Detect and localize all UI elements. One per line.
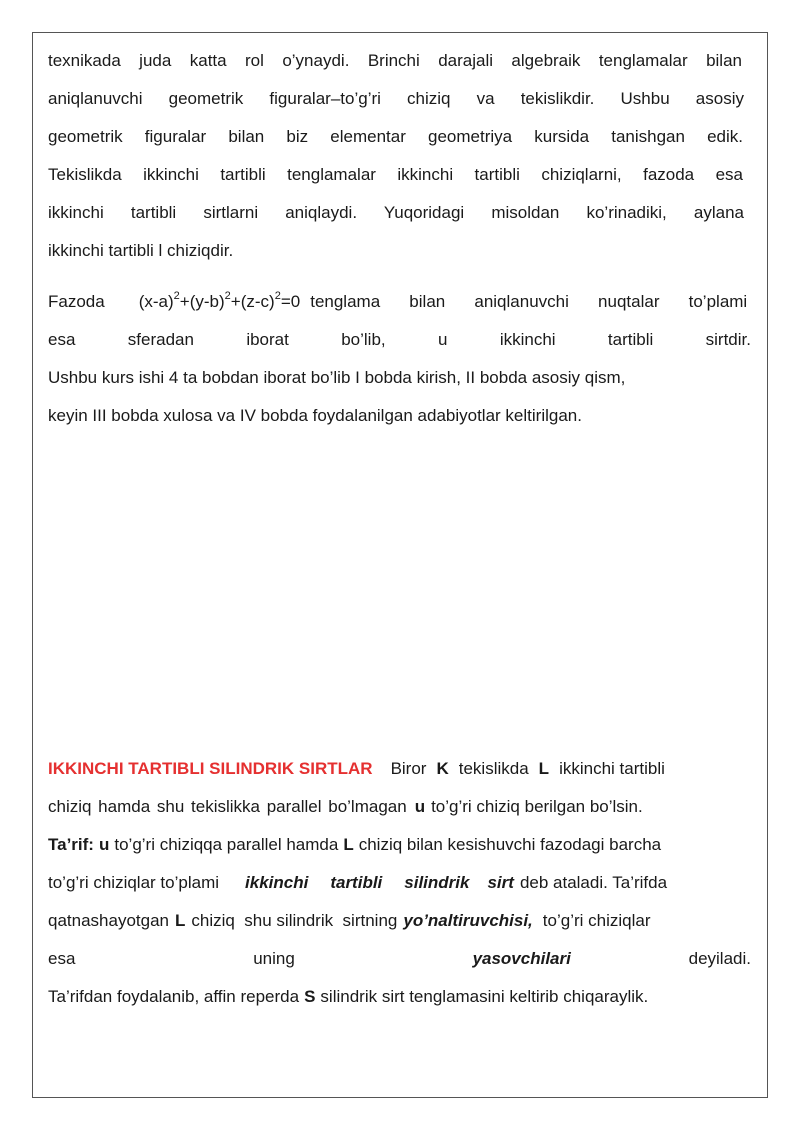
- line-text: Ushbu kurs ishi 4 ta bobdan iborat bo’lib I bobda kirish, II bobda asosiy qism,: [48, 368, 626, 387]
- term-word: silindrik: [404, 873, 470, 892]
- eq-exponent: 2: [274, 290, 281, 303]
- text-line: [48, 42, 751, 80]
- eq-exponent: 2: [224, 290, 231, 303]
- term-word: ikkinchi: [245, 873, 309, 892]
- line-text: tenglama bilan aniqlanuvchi nuqtalar to’plami: [310, 292, 748, 311]
- text-line: [48, 940, 751, 978]
- word: qatnashayotgan: [48, 911, 169, 930]
- term-word: sirt: [487, 873, 514, 892]
- text-line: [48, 397, 751, 435]
- line-text: Tekislikda ikkinchi tartibli tenglamalar ikkinchi tartibli chiziqlarni, fazoda esa: [48, 165, 743, 184]
- line-text: chiziq hamda shu tekislikka parallel bo’lmagan: [48, 797, 407, 816]
- line-text: Ta’rifdan foydalanib, affin reperda: [48, 987, 300, 1006]
- line-text: ikkinchi tartibli sirtlarni aniqlaydi. Yuqoridagi misoldan ko’rinadiki, aylana: [48, 203, 744, 222]
- eq-part: +(z-c): [230, 292, 275, 311]
- line-text: geometrik figuralar bilan biz elementar geometriya kursida tanishgan edik.: [48, 127, 743, 146]
- text-line: [48, 864, 751, 902]
- word: Biror: [390, 759, 427, 778]
- eq-exponent: 2: [173, 290, 180, 303]
- symbol-u: u: [98, 835, 110, 854]
- word: tartibli: [607, 330, 654, 349]
- line-text: to’g’ri chiziqlar: [542, 911, 651, 930]
- line-text: deb ataladi. Ta’rifda: [519, 873, 668, 892]
- line-text: aniqlanuvchi geometrik figuralar–to’g’ri chiziq va tekislikdir. Ushbu asosiy: [48, 89, 744, 108]
- term-generators: yasovchilari: [472, 949, 571, 968]
- word: uning: [253, 949, 295, 968]
- symbol-L: L: [538, 759, 550, 778]
- word: esa: [48, 949, 76, 968]
- section-heading: IKKINCHI TARTIBLI SILINDRIK SIRTLAR: [48, 759, 373, 778]
- text-line: [48, 321, 751, 359]
- word: bo’lib,: [341, 330, 386, 349]
- word: iborat: [246, 330, 289, 349]
- term-word: tartibli: [330, 873, 383, 892]
- symbol-K: K: [436, 759, 449, 778]
- text-line: [48, 750, 751, 788]
- paragraph-intro: [48, 42, 751, 270]
- line-text: texnikada juda katta rol o’ynaydi. Brinchi darajali algebraik tenglamalar bilan: [48, 51, 742, 70]
- term-directrix: yo’naltiruvchisi,: [403, 911, 533, 930]
- text-line: [48, 788, 751, 826]
- text-line: [48, 80, 751, 118]
- line-text: silindrik sirt tenglamasini keltirib chiqaraylik.: [320, 987, 649, 1006]
- symbol-S: S: [304, 987, 316, 1006]
- text-line: [48, 978, 751, 1016]
- line-text: to’g’ri chiziq berilgan bo’lsin.: [431, 797, 643, 816]
- sphere-equation: [139, 292, 301, 312]
- line-text: ikkinchi tartibli l chiziqdir.: [48, 241, 234, 260]
- text-line: [48, 283, 751, 321]
- text-line: [48, 359, 751, 397]
- line-text: to’g’ri chiziqlar to’plami: [48, 873, 220, 892]
- symbol-L: L: [343, 835, 354, 854]
- line-rest: [310, 292, 751, 312]
- word: Fazoda: [48, 292, 105, 311]
- text-line: [48, 156, 751, 194]
- eq-part: =0: [280, 292, 301, 311]
- text-line: [48, 118, 751, 156]
- text-line: [48, 232, 751, 270]
- word: deyiladi.: [688, 949, 751, 968]
- word: ikkinchi tartibli: [559, 759, 665, 778]
- definition-label: Ta’rif:: [48, 835, 94, 854]
- text-line: [48, 194, 751, 232]
- word: ikkinchi: [499, 330, 556, 349]
- word: u: [437, 330, 448, 349]
- line-text: chiziq shu silindrik sirtning: [191, 911, 398, 930]
- eq-part: (x-a): [138, 292, 174, 311]
- paragraph-sphere: [48, 283, 751, 435]
- line-text: keyin III bobda xulosa va IV bobda foydalanilgan adabiyotlar keltirilgan.: [48, 406, 582, 425]
- line-text: to’g’ri chiziqqa parallel hamda: [114, 835, 339, 854]
- eq-part: +(y-b): [179, 292, 225, 311]
- symbol-L: L: [175, 911, 186, 930]
- word: sferadan: [127, 330, 194, 349]
- section-cylindrical: [48, 750, 751, 1016]
- line-text: chiziq bilan kesishuvchi fazodagi barcha: [358, 835, 662, 854]
- symbol-u: u: [414, 797, 426, 816]
- text-line: [48, 826, 751, 864]
- word: tekislikda: [458, 759, 529, 778]
- word: esa: [48, 330, 76, 349]
- text-line: [48, 902, 751, 940]
- word: sirtdir.: [705, 330, 751, 349]
